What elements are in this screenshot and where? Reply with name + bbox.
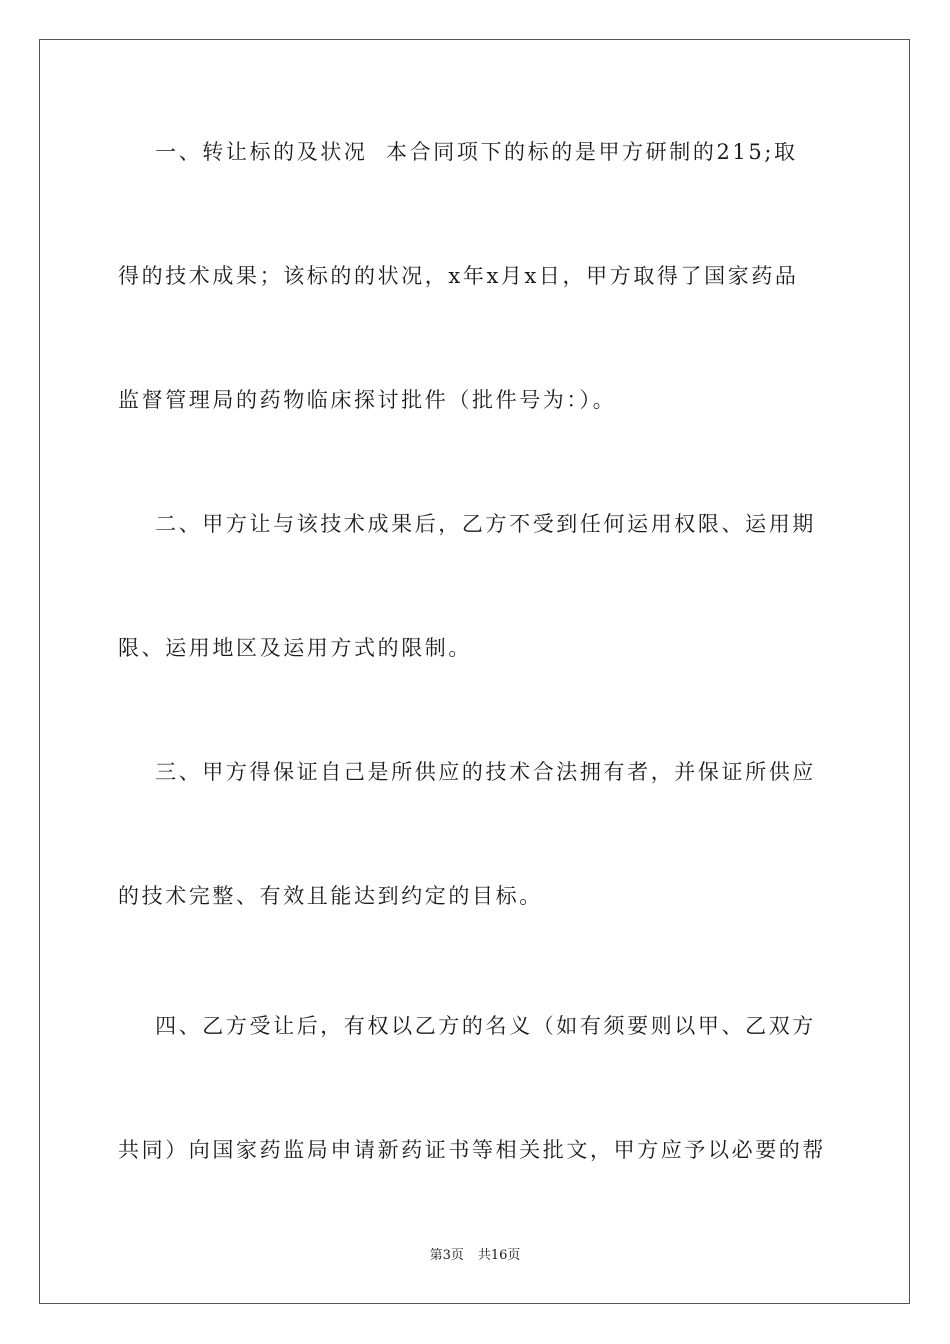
paragraph-line-6: 三、甲方得保证自己是所供应的技术合法拥有者，并保证所供应 bbox=[118, 760, 816, 784]
paragraph-line-7: 的技术完整、有效且能达到约定的目标。 bbox=[118, 884, 543, 908]
page-frame bbox=[39, 39, 910, 1304]
paragraph-line-9: 共同）向国家药监局申请新药证书等相关批文，甲方应予以必要的帮 bbox=[118, 1138, 826, 1162]
paragraph-line-5: 限、运用地区及运用方式的限制。 bbox=[118, 636, 472, 660]
paragraph-line-3: 监督管理局的药物临床探讨批件（批件号为：）。 bbox=[118, 388, 617, 412]
paragraph-line-4: 二、甲方让与该技术成果后，乙方不受到任何运用权限、运用期 bbox=[118, 512, 816, 536]
page-total: 共16页 bbox=[477, 1248, 521, 1263]
page-footer bbox=[0, 1247, 950, 1265]
paragraph-line-8: 四、乙方受让后，有权以乙方的名义（如有须要则以甲、乙双方 bbox=[118, 1014, 816, 1038]
paragraph-line-1: 一、转让标的及状况 本合同项下的标的是甲方研制的215;取 bbox=[118, 140, 798, 164]
paragraph-line-2: 得的技术成果；该标的的状况，x年x月x日，甲方取得了国家药品 bbox=[118, 264, 799, 288]
page-number: 第3页 bbox=[429, 1248, 464, 1263]
